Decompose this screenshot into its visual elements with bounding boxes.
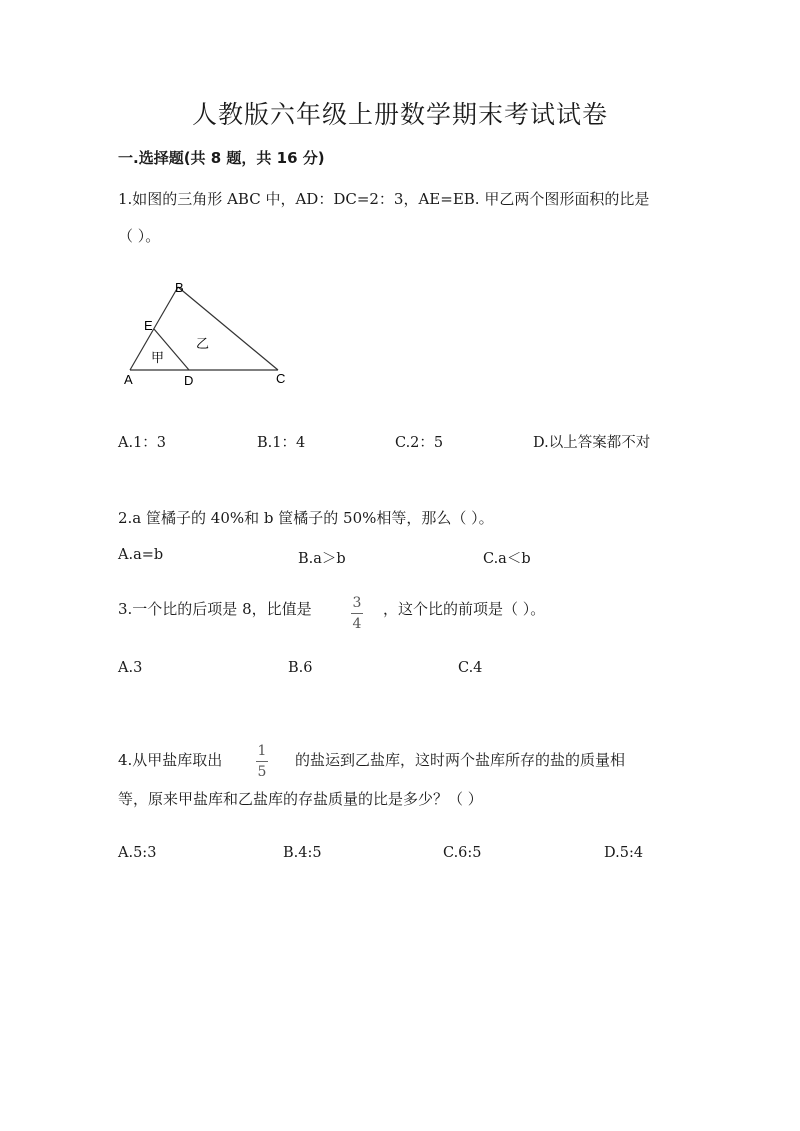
q4-option-a[interactable]: A.5:3: [118, 845, 157, 861]
q2-text: 2.a 筐橘子的 40%和 b 筐橘子的 50%相等，那么（ ）。: [118, 509, 494, 527]
q3-text-after: ，这个比的前项是（ ）。: [383, 600, 546, 618]
label-yi: 乙: [196, 336, 210, 351]
q3-option-b[interactable]: B.6: [288, 660, 313, 676]
q4-text-before: 4.从甲盐库取出: [118, 751, 223, 769]
q3-option-a[interactable]: A.3: [118, 660, 143, 676]
q4-text-line2: 等，原来甲盐库和乙盐库的存盐质量的比是多少？（ ）: [118, 790, 483, 808]
q1-option-d[interactable]: D.以上答案都不对: [533, 435, 651, 451]
triangle-figure: [110, 272, 310, 397]
q2-option-c[interactable]: C.a＜b: [483, 551, 531, 567]
q4-option-c[interactable]: C.6:5: [443, 845, 482, 861]
q2-option-b[interactable]: B.a＞b: [298, 551, 346, 567]
q4-text-after: 的盐运到乙盐库，这时两个盐库所存的盐的质量相: [295, 751, 626, 769]
q3-fraction: [351, 596, 363, 631]
q3-option-c[interactable]: C.4: [458, 660, 483, 676]
q4-fraction-numerator: 1: [257, 743, 267, 759]
label-e: E: [144, 318, 153, 333]
q1-option-c[interactable]: C.2：5: [395, 435, 444, 451]
label-a: A: [124, 372, 133, 387]
q1-text-line1: 1.如图的三角形 ABC 中，AD：DC=2：3，AE=EB. 甲乙两个图形面积的比是: [118, 190, 650, 208]
q1-option-b[interactable]: B.1：4: [257, 435, 306, 451]
q3-fraction-numerator: 3: [352, 595, 362, 611]
q1-text-line2: （ ）。: [118, 227, 161, 245]
label-jia: 甲: [151, 350, 165, 365]
label-b: B: [175, 280, 184, 295]
q1-option-a[interactable]: A.1：3: [118, 435, 167, 451]
q3-fraction-denominator: 4: [352, 616, 362, 632]
q4-fraction-denominator: 5: [257, 764, 267, 780]
q4-fraction: [256, 744, 268, 779]
section-heading: 一.选择题(共 8 题，共 16 分): [118, 149, 325, 167]
q3-text-before: 3.一个比的后项是 8，比值是: [118, 600, 312, 618]
q4-option-d[interactable]: D.5:4: [604, 845, 644, 861]
page-title: 人教版六年级上册数学期末考试试卷: [191, 100, 608, 129]
q2-option-a[interactable]: A.a=b: [118, 547, 164, 563]
label-c: C: [276, 371, 286, 386]
label-d: D: [184, 373, 194, 388]
side-bc: [178, 287, 278, 370]
q4-option-b[interactable]: B.4:5: [283, 845, 322, 861]
